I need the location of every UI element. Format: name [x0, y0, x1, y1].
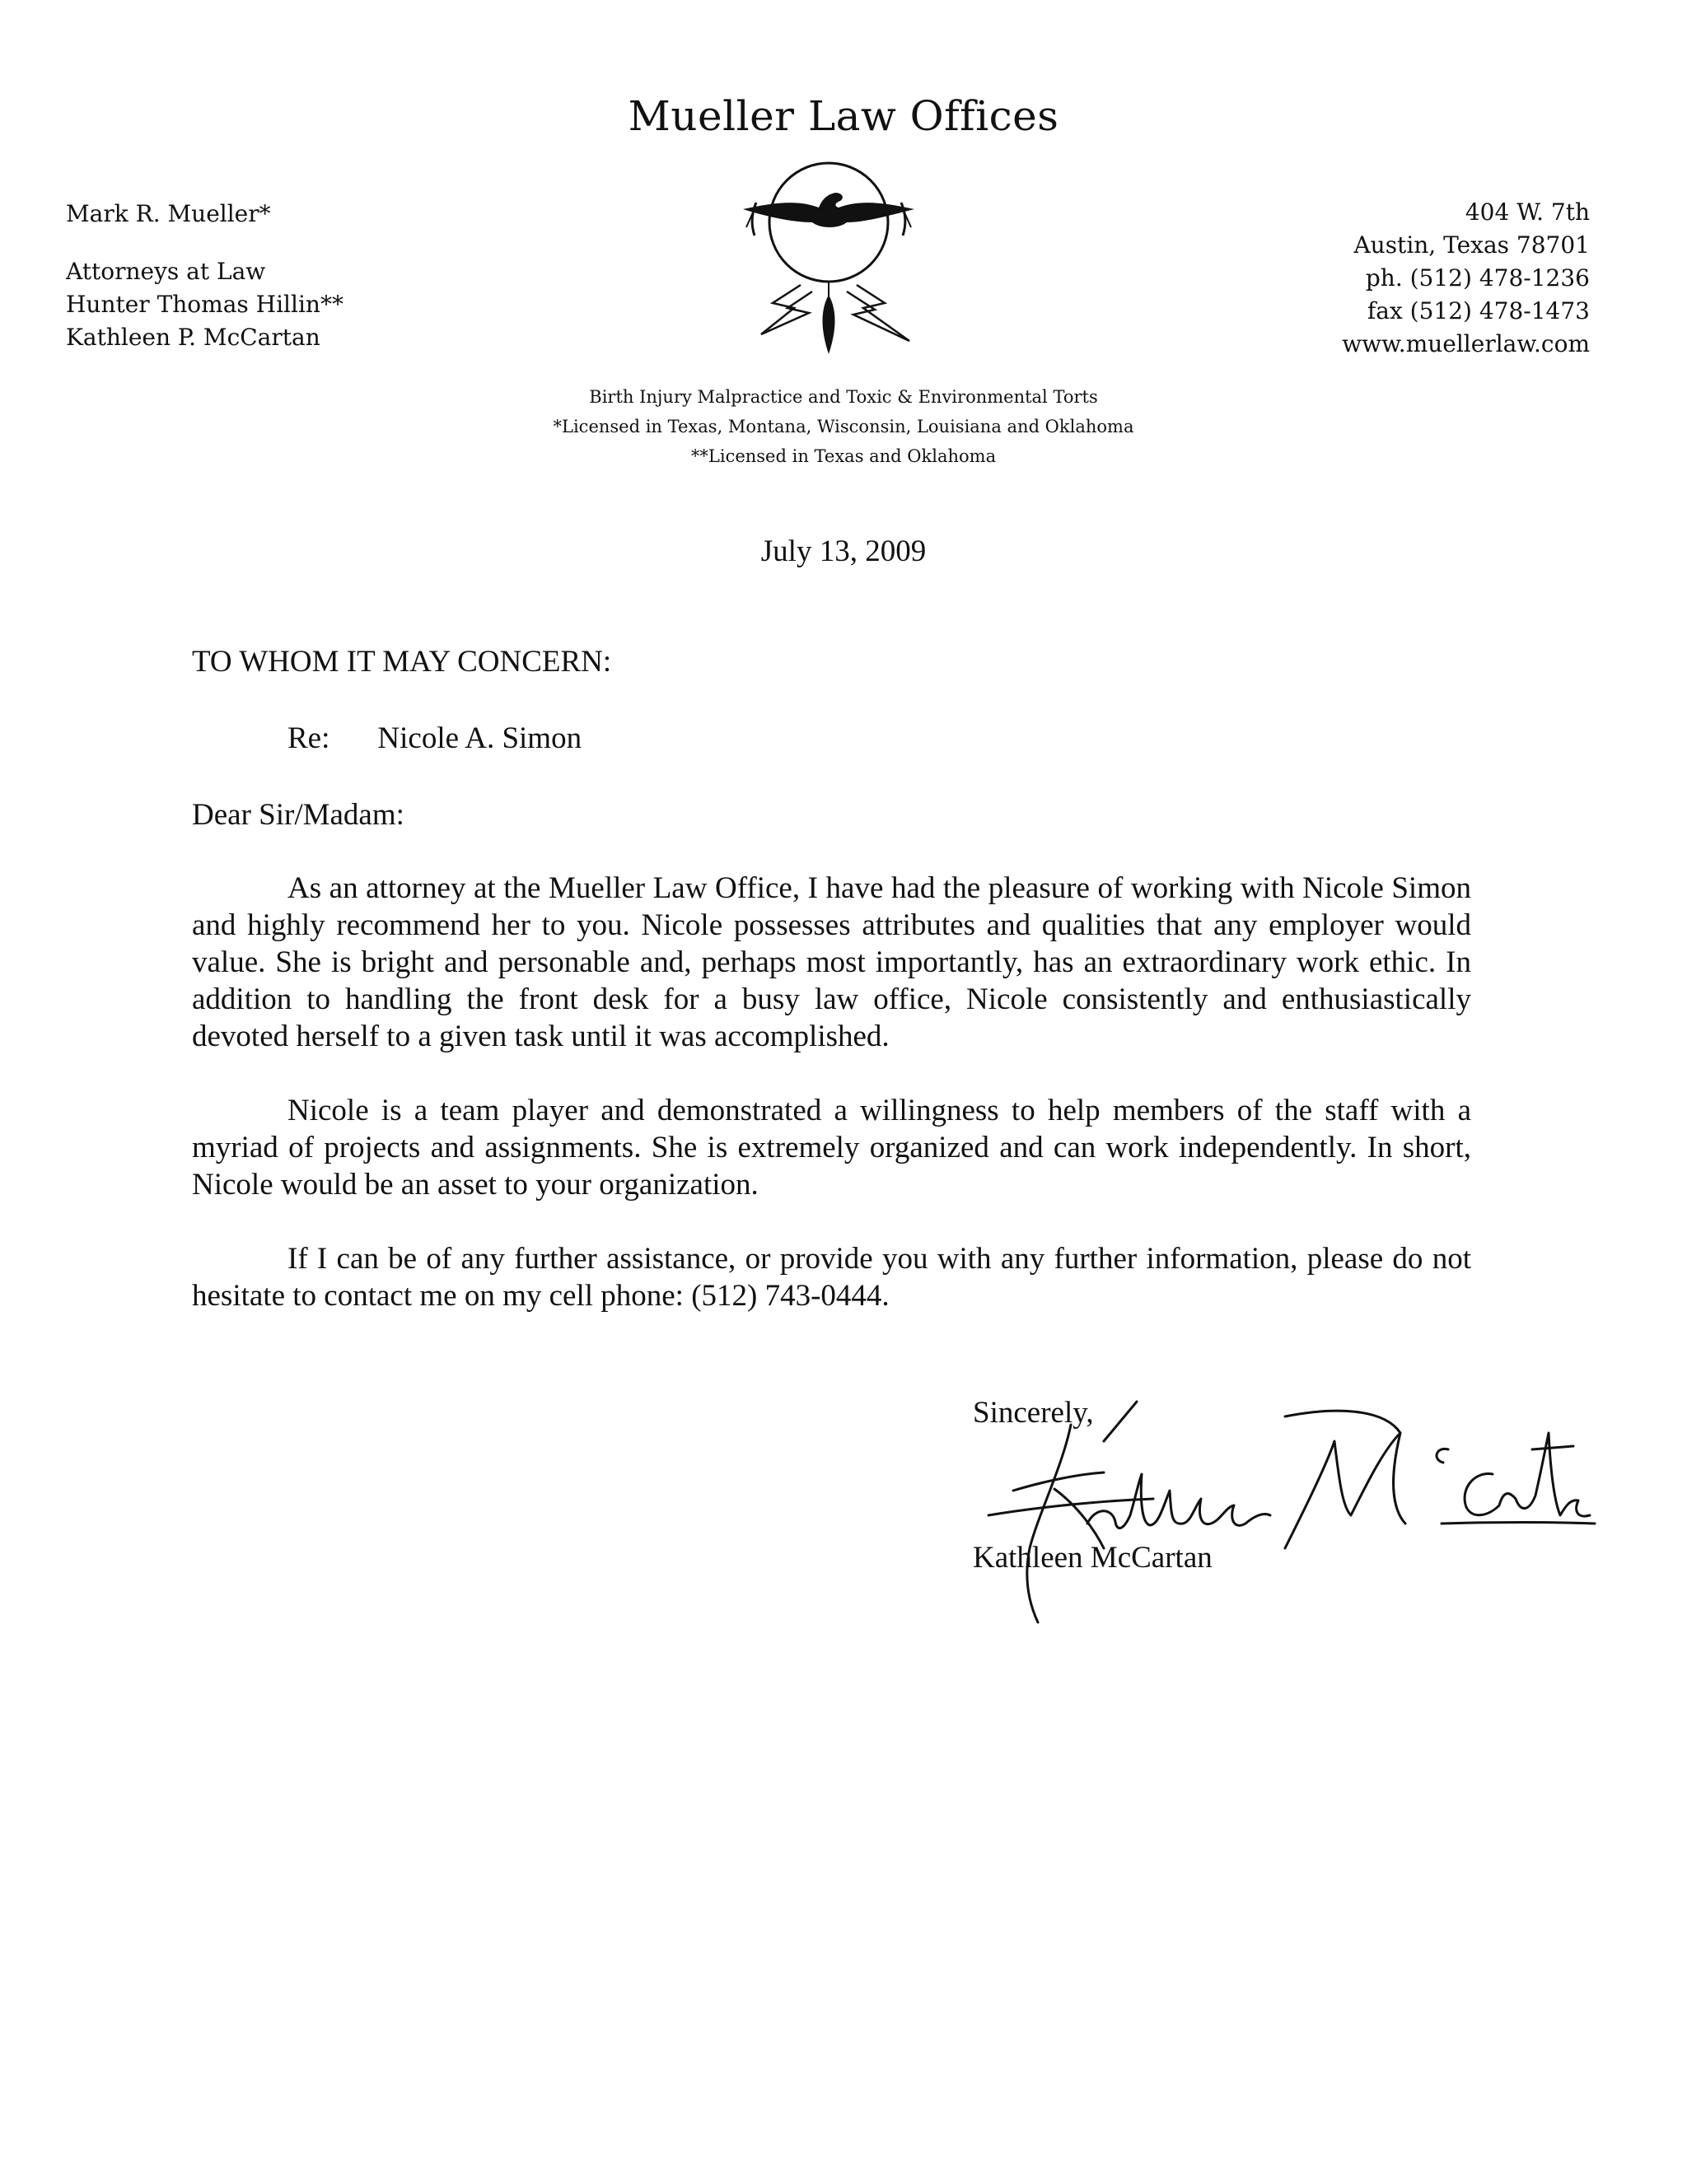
attorney-name: Hunter Thomas Hillin**: [66, 291, 343, 318]
phone-number: ph. (512) 478-1236: [1365, 264, 1590, 292]
body-paragraph: As an attorney at the Mueller Law Office, I have had the pleasure of working with Nicole Simon and highly recommend her to you. Nicole possesses attributes and qualities that any employer would value. She is bright and personable and, perhaps most importantly, has an extraordinary work ethic. In addition to handling the front desk for a busy law office, Nicole consistently and enthusiastically devoted herself to a given task until it was accomplished.: [192, 871, 1471, 1053]
eagle-dreamcatcher-logo-icon: [715, 153, 942, 359]
attorney-name: Kathleen P. McCartan: [66, 324, 320, 351]
tagline-line: **Licensed in Texas and Oklahoma: [690, 446, 997, 466]
re-label: Re:: [287, 721, 330, 755]
greeting: Dear Sir/Madam:: [192, 798, 404, 832]
city-state-zip: Austin, Texas 78701: [1353, 231, 1590, 259]
website: www.muellerlaw.com: [1342, 330, 1590, 357]
spacer: [66, 231, 343, 255]
body-paragraph: Nicole is a team player and demonstrated a willingness to help members of the staff with a myriad of projects and assignments. She is extremely organized and can work independently. In short, Nicole would be an asset to your organization.: [192, 1094, 1471, 1202]
firm-name: Mueller Law Offices: [628, 92, 1059, 140]
letter-date: July 13, 2009: [760, 534, 927, 568]
practice-tagline: [0, 382, 1687, 471]
handwritten-signature-icon: [939, 1392, 1598, 1631]
signer-name: Kathleen McCartan: [973, 1541, 1213, 1575]
office-contact: [1342, 196, 1590, 361]
street-address: 404 W. 7th: [1465, 198, 1590, 226]
re-line: [287, 721, 582, 756]
principal-attorney: Mark R. Mueller*: [66, 200, 271, 227]
tagline-line: *Licensed in Texas, Montana, Wisconsin, Louisiana and Oklahoma: [553, 417, 1134, 436]
re-subject: Nicole A. Simon: [377, 721, 582, 755]
attorney-list: [66, 198, 343, 354]
closing: Sincerely,: [973, 1396, 1094, 1430]
body-paragraph: If I can be of any further assistance, or provide you with any further information, please do not hesitate to contact me on my cell phone: (512) 743-0444.: [192, 1242, 1471, 1313]
tagline-line: Birth Injury Malpractice and Toxic & Environmental Torts: [589, 387, 1098, 407]
fax-number: fax (512) 478-1473: [1367, 297, 1590, 324]
addressee: TO WHOM IT MAY CONCERN:: [192, 645, 612, 679]
attorneys-heading: Attorneys at Law: [66, 258, 266, 285]
